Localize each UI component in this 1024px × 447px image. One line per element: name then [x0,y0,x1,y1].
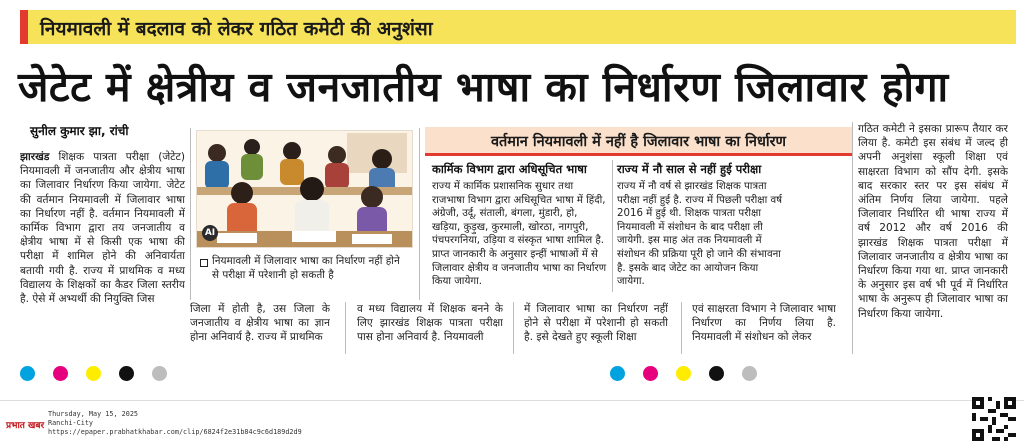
registration-dot [676,366,691,381]
article-column-5: एवं साक्षरता विभाग ने जिलावार भाषा निर्धारण का निर्णय लिया है. नियमावली में संशोधन को लेकर [692,303,836,344]
registration-dot [86,366,101,381]
registration-dot [643,366,658,381]
column-rule [681,302,682,354]
column-rule [513,302,514,354]
article-column-right: गठित कमेटी ने इसका प्रारूप तैयार कर लिया है. कमेटी इस संबंध में जल्द ही अपनी अनुशंसा स्कूली शिक्षा एवं साक्षरता विभाग को सौंप देगी. इसके बाद सरकार स्तर पर इस संबंध में अंतिम निर्णय लिया जायेगा. पहले जिलावार निर्धारित थी भाषा राज्य में वर्ष 2012 और वर्ष 2016 की झारखंड शिक्षक पात्रता परीक्षा में जिलावार जनजातीय व क्षेत्रीय भाषा का निर्धारण किया गया था. प्राप्त जानकारी के अनुसार इस वर्ष भी पूर्व में निर्धारित भाषा के अनुरूप ही जिलावार भाषा का निर्धारण किया जायेगा. [858,123,1008,320]
registration-dot [119,366,134,381]
column-rule [852,122,853,354]
newspaper-logo: प्रभात खबर [6,421,45,431]
registration-dot [53,366,68,381]
registration-dot [610,366,625,381]
headline: जेटेट में क्षेत्रीय व जनजातीय भाषा का निर्धारण जिलावार होगा [18,63,949,111]
article-column-3: व मध्य विद्यालय में शिक्षक बनने के लिए झारखंड शिक्षक पात्रता परीक्षा पास होना अनिवार्य है. नियमावली [357,303,503,344]
column-rule [190,128,191,300]
registration-marks-right [610,366,770,382]
ai-generated-badge: AI [202,225,218,241]
clip-date: Thursday, May 15, 2025 [48,410,139,418]
sidebar-text-1: राज्य में कार्मिक प्रशासनिक सुधार तथा राजभाषा विभाग द्वारा अधिसूचित भाषा में हिंदी, अंग्रेजी, उर्दू, संताली, बंगला, मुंडारी, हो, खड़िया, कुड़ुख, कुरमाली, खोरठा, नागपुरी, पंचपरगनिया, उड़िया व संस्कृत भाषा शामिल है. प्राप्त जानकारी के अनुसार इन्हीं भाषाओं में से जिलावार क्षेत्रीय व जनजातीय भाषा का निर्धारण किया जायेगा. [432,181,607,288]
article-column-4: में जिलावार भाषा का निर्धारण नहीं होने से परीक्षा में परेशानी हो सकती है. इसे देखते हुए स्कूली शिक्षा [524,303,668,344]
sidebar-heading-rule [425,153,852,156]
column-rule [419,128,420,300]
article-column-1 [20,150,185,354]
clip-url[interactable]: https://epaper.prabhatkhabar.com/clip/6824f2e31b84c9c6d189d2d9 [48,427,302,436]
registration-dot [20,366,35,381]
registration-marks-left [20,366,180,382]
footer-rule [0,400,1024,401]
students-writing-exam-illustration [197,131,413,248]
clip-info [48,410,302,436]
registration-dot [742,366,757,381]
photo-caption-box [196,252,413,296]
dateline: झारखंड [20,151,50,163]
registration-dot [709,366,724,381]
photo-caption: नियमावली में जिलावार भाषा का निर्धारण नहीं होने से परीक्षा में परेशानी हो सकती है [212,255,400,281]
article-column-2: जिला में होती है, उस जिला के जनजातीय व क्षेत्रीय भाषा का ज्ञान होना अनिवार्य है. राज्य में प्राथमिक [190,303,330,344]
exam-hall-illustration [196,130,413,248]
column-rule [345,302,346,354]
byline: सुनील कुमार झा, रांची [30,124,129,138]
column-rule [612,160,613,292]
sidebar-text-2: राज्य में नौ वर्ष से झारखंड शिक्षक पात्रता परीक्षा नहीं हुई है. राज्य में पिछली परीक्षा वर्ष 2016 में हुई थी. शिक्षक पात्रता परीक्षा नियमावली में संशोधन के बाद परीक्षा ली जायेगी. इस माह अंत तक नियमावली में संशोधन की प्रक्रिया पूरी हो जाने की संभावना है. इसके बाद जेटेट का आयोजन किया जायेगा. [617,181,783,288]
kicker-accent-bar [20,10,28,44]
sidebar-subheading-1: कार्मिक विभाग द्वारा अधिसूचित भाषा [432,162,587,176]
registration-dot [152,366,167,381]
square-bullet-icon [200,259,208,267]
kicker-text: नियमावली में बदलाव को लेकर गठित कमेटी की अनुशंसा [40,18,433,40]
column-1-text: शिक्षक पात्रता परीक्षा (जेटेट) नियमावली में जनजातीय और क्षेत्रीय भाषा का जिलावार निर्धारण किया जायेगा. जेटेट की वर्तमान नियमावली में जिलावार भाषा का निर्धारण नहीं है. वर्तमान नियमावली में कार्मिक विभाग द्वारा तय जनजातीय व क्षेत्रीय भाषा में से किसी एक भाषा की परीक्षा में शामिल होने की अनिवार्यता बतायी गयी है. राज्य में प्राथमिक व मध्य विद्यालय के शिक्षकों का कैडर जिला स्तरीय है. ऐसे में अभ्यर्थी की नियुक्ति जिस [20,151,185,306]
clip-edition: Ranchi-City [48,418,94,427]
sidebar-subheading-2: राज्य में नौ साल से नहीं हुई परीक्षा [617,162,762,176]
sidebar-heading: वर्तमान नियमावली में नहीं है जिलावार भाषा का निर्धारण [490,134,787,150]
qr-code-icon[interactable] [972,397,1016,441]
